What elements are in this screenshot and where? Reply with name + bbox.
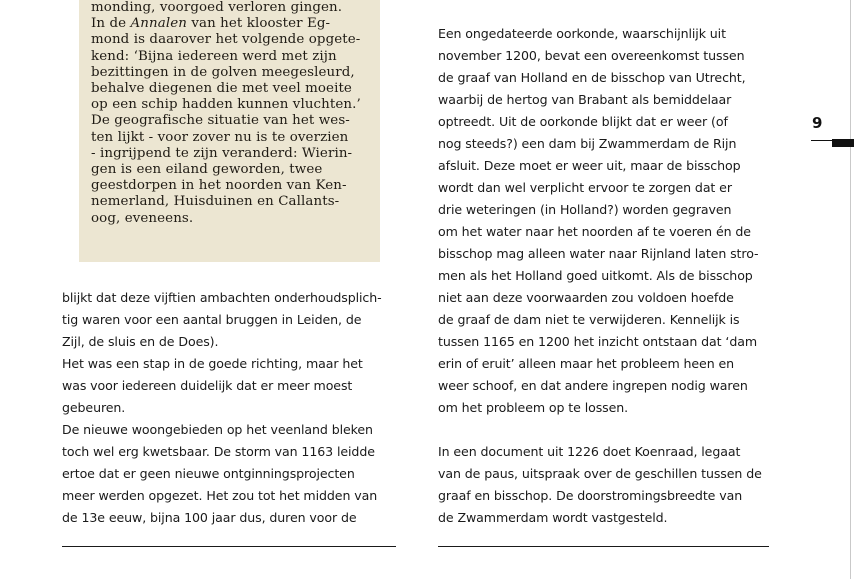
body-text-line: Het was een stap in de goede richting, maar het <box>62 356 363 371</box>
clipping-line: - ingrijpend te zijn veranderd: Wierin- <box>91 145 353 161</box>
body-text-line: was voor iedereen duidelijk dat er meer moest <box>62 378 353 393</box>
right-footer-rule <box>438 546 769 547</box>
body-text-line: november 1200, bevat een overeenkomst tussen <box>438 48 745 63</box>
clipping-line: gen is een eiland geworden, twee <box>91 162 323 178</box>
body-text-line: weer schoof, en dat andere ingrepen nodig waren <box>438 378 748 393</box>
body-text-line: De nieuwe woongebieden op het veenland bleken <box>62 422 373 437</box>
body-text-line: Een ongedateerde oorkonde, waarschijnlijk uit <box>438 26 726 41</box>
body-text-line: om het probleem op te lossen. <box>438 400 629 415</box>
clipping-line-text: van het klooster Eg- <box>186 16 331 32</box>
right-column-text <box>438 23 762 529</box>
clipping-line: ten lijkt - voor zover nu is te overzien <box>91 129 349 145</box>
page-edge-line <box>850 0 851 579</box>
body-text-line: afsluit. Deze moet er weer uit, maar de bisschop <box>438 158 741 173</box>
clipping-italic-title: Annalen <box>130 16 187 32</box>
page-number-rule <box>811 140 832 141</box>
body-text-line: de 13e eeuw, bijna 100 jaar dus, duren voor de <box>62 510 357 525</box>
clipping-line <box>91 16 372 32</box>
newspaper-clipping-image <box>79 0 380 262</box>
body-text-line: tig waren voor een aantal bruggen in Leiden, de <box>62 312 362 327</box>
body-text-line: gebeuren. <box>62 400 126 415</box>
clipping-text <box>91 0 372 227</box>
clipping-line: oog, eveneens. <box>91 210 194 226</box>
body-text-line: ertoe dat er geen nieuwe ontginningsprojecten <box>62 466 355 481</box>
body-text-line: drie weteringen (in Holland?) worden gegraven <box>438 202 732 217</box>
clipping-line: behalve diegenen die met veel moeite <box>91 81 352 97</box>
body-text-line: meer werden opgezet. Het zou tot het midden van <box>62 488 378 503</box>
body-text-line: niet aan deze voorwaarden zou voldoen hoefde <box>438 290 734 305</box>
page-number: 9 <box>812 114 823 132</box>
body-text-line: de Zwammerdam wordt vastgesteld. <box>438 510 668 525</box>
body-text-line: In een document uit 1226 doet Koenraad, legaat <box>438 444 741 459</box>
body-text-line: de graaf van Holland en de bisschop van Utrecht, <box>438 70 746 85</box>
clipping-line: bezittingen in de golven meegesleurd, <box>91 64 355 80</box>
body-text-line: Zijl, de sluis en de Does). <box>62 334 219 349</box>
clipping-line: mond is daarover het volgende opgete- <box>91 32 361 48</box>
page-number-tab-marker <box>832 139 854 147</box>
clipping-line: monding, voorgoed verloren gingen. <box>91 0 343 15</box>
body-text-line: om het water naar het noorden af te voeren én de <box>438 224 751 239</box>
body-text-line: nog steeds?) een dam bij Zwammerdam de Rijn <box>438 136 737 151</box>
clipping-line: geestdorpen in het noorden van Ken- <box>91 178 347 194</box>
body-text-line: men als het Holland goed uitkomt. Als de bisschop <box>438 268 753 283</box>
body-text-line: erin of eruit’ alleen maar het probleem heen en <box>438 356 735 371</box>
body-text-line: wordt dan wel verplicht ervoor te zorgen dat er <box>438 180 732 195</box>
left-column-text <box>62 287 382 529</box>
body-text-line: graaf en bisschop. De doorstromingsbreedte van <box>438 488 743 503</box>
clipping-line-text: In de <box>91 16 131 32</box>
clipping-line: nemerland, Huisduinen en Callants- <box>91 194 340 210</box>
body-text-line: de graaf de dam niet te verwijderen. Kennelijk is <box>438 312 740 327</box>
body-text-line: van de paus, uitspraak over de geschillen tussen de <box>438 466 762 481</box>
body-text-line: optreedt. Uit de oorkonde blijkt dat er weer (of <box>438 114 728 129</box>
clipping-line: kend: ‘Bijna iedereen werd met zijn <box>91 48 337 64</box>
clipping-line: De geografische situatie van het wes- <box>91 113 350 129</box>
paragraph-gap <box>438 419 762 441</box>
body-text-line: blijkt dat deze vijftien ambachten onderhoudsplich- <box>62 290 382 305</box>
body-text-line: toch wel erg kwetsbaar. De storm van 1163 leidde <box>62 444 375 459</box>
clipping-line: op een schip hadden kunnen vluchten.’ <box>91 97 361 113</box>
body-text-line: tussen 1165 en 1200 het inzicht ontstaan dat ‘dam <box>438 334 758 349</box>
body-text-line: waarbij de hertog van Brabant als bemiddelaar <box>438 92 732 107</box>
left-footer-rule <box>62 546 396 547</box>
body-text-line: bisschop mag alleen water naar Rijnland laten stro- <box>438 246 759 261</box>
